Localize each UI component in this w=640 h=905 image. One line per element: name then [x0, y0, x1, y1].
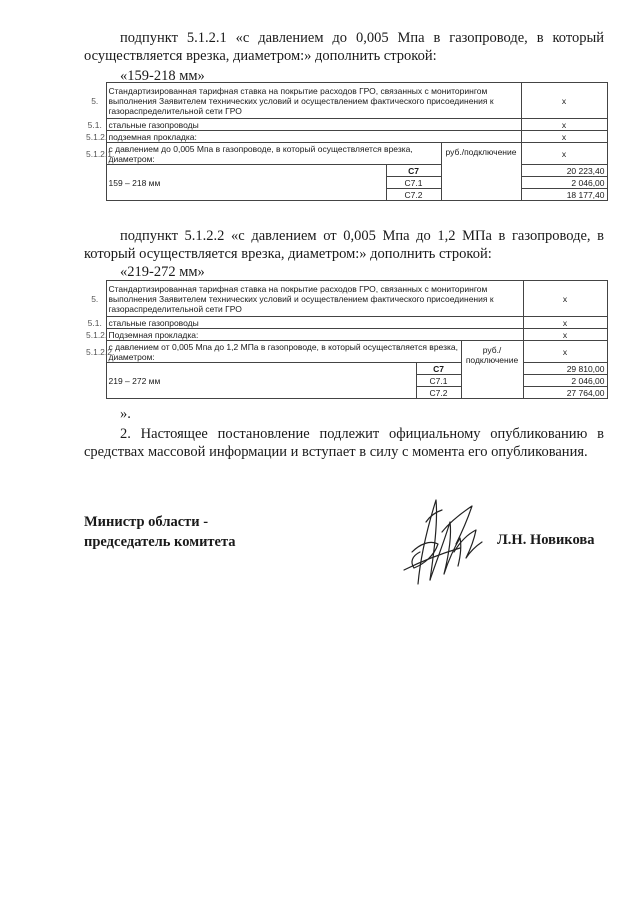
handwritten-signature: [390, 492, 490, 592]
row-number: 5.1.2.2.: [84, 341, 106, 363]
signatory-title: [84, 512, 236, 552]
row-description: подземная прокладка:: [106, 131, 521, 143]
row-number: 5.: [84, 281, 106, 317]
paragraph-2: 2. Настоящее постановление подлежит официальному опубликованию в средствах массовой информации и вступает в силу с момента его опубликования.: [84, 426, 604, 460]
row-description: Стандартизированная тарифная ставка на покрытие расходов ГРО, связанных с мониторингом выполнения Заявителем технических условий и осуществлением фактического присоединения к газораспределительной сети ГРО: [106, 281, 523, 317]
row-value: x: [523, 329, 607, 341]
row-description: стальные газопроводы: [106, 119, 521, 131]
code-cell: С7: [416, 363, 461, 375]
signatory-title-line1: Министр области -: [84, 514, 209, 530]
value-cell: 18 177,40: [521, 189, 607, 201]
row-value: x: [521, 131, 607, 143]
row-description: с давлением до 0,005 Мпа в газопроводе, в который осуществляется врезка, диаметром:: [106, 143, 441, 165]
tariff-table-2: [84, 280, 608, 399]
row-number: 5.1.: [84, 317, 106, 329]
diameter-cell: 159 – 218 мм: [106, 165, 386, 201]
code-cell: С7.1: [416, 375, 461, 387]
tariff-table-1: [84, 82, 608, 201]
row-number: 5.1.2.1.: [84, 143, 106, 165]
unit-cell: руб./подключение: [461, 341, 523, 399]
row-value: x: [523, 281, 607, 317]
code-cell: С7.2: [386, 189, 441, 201]
diameter-cell: 219 – 272 мм: [106, 363, 416, 399]
code-cell: С7.1: [386, 177, 441, 189]
paragraph-5-1-2-2: подпункт 5.1.2.2 «с давлением от 0,005 Мпа до 1,2 МПа в газопроводе, в который осуществляется врезка, диаметром:» дополнить строкой:: [84, 228, 604, 262]
row-value: x: [521, 143, 607, 165]
code-cell: С7: [386, 165, 441, 177]
row-description: Стандартизированная тарифная ставка на покрытие расходов ГРО, связанных с мониторингом выполнения Заявителем технических условий и осуществлением фактического присоединения к газораспределительной сети ГРО: [106, 83, 521, 119]
unit-cell: руб./подключение: [441, 143, 521, 201]
row-value: x: [521, 119, 607, 131]
closing-quote: ».: [120, 406, 131, 422]
row-number: 5.1.2.: [86, 131, 108, 142]
paragraph-5-1-2-1: подпункт 5.1.2.1 «с давлением до 0,005 Мпа в газопроводе, в который осуществляется врезка, диаметром:» дополнить строкой:: [84, 30, 604, 64]
value-cell: 29 810,00: [523, 363, 607, 375]
value-cell: 27 764,00: [523, 387, 607, 399]
row-description: Подземная прокладка:: [106, 329, 523, 341]
row-number: 5.1.2.: [86, 329, 108, 340]
value-cell: 20 223,40: [521, 165, 607, 177]
code-cell: С7.2: [416, 387, 461, 399]
row-value: x: [523, 341, 607, 363]
row-value: x: [523, 317, 607, 329]
value-cell: 2 046,00: [523, 375, 607, 387]
diameter-range-2: «219-272 мм»: [120, 264, 205, 280]
row-description: стальные газопроводы: [106, 317, 523, 329]
row-value: x: [521, 83, 607, 119]
row-number: 5.1.: [84, 119, 106, 131]
signatory-title-line2: председатель комитета: [84, 534, 236, 550]
row-description: с давлением от 0,005 Мпа до 1,2 МПа в газопроводе, в который осуществляется врезка, диаметром:: [106, 341, 461, 363]
value-cell: 2 046,00: [521, 177, 607, 189]
signatory-name: Л.Н. Новикова: [497, 532, 595, 548]
diameter-range-1: «159-218 мм»: [120, 68, 205, 84]
row-number: 5.: [84, 83, 106, 119]
